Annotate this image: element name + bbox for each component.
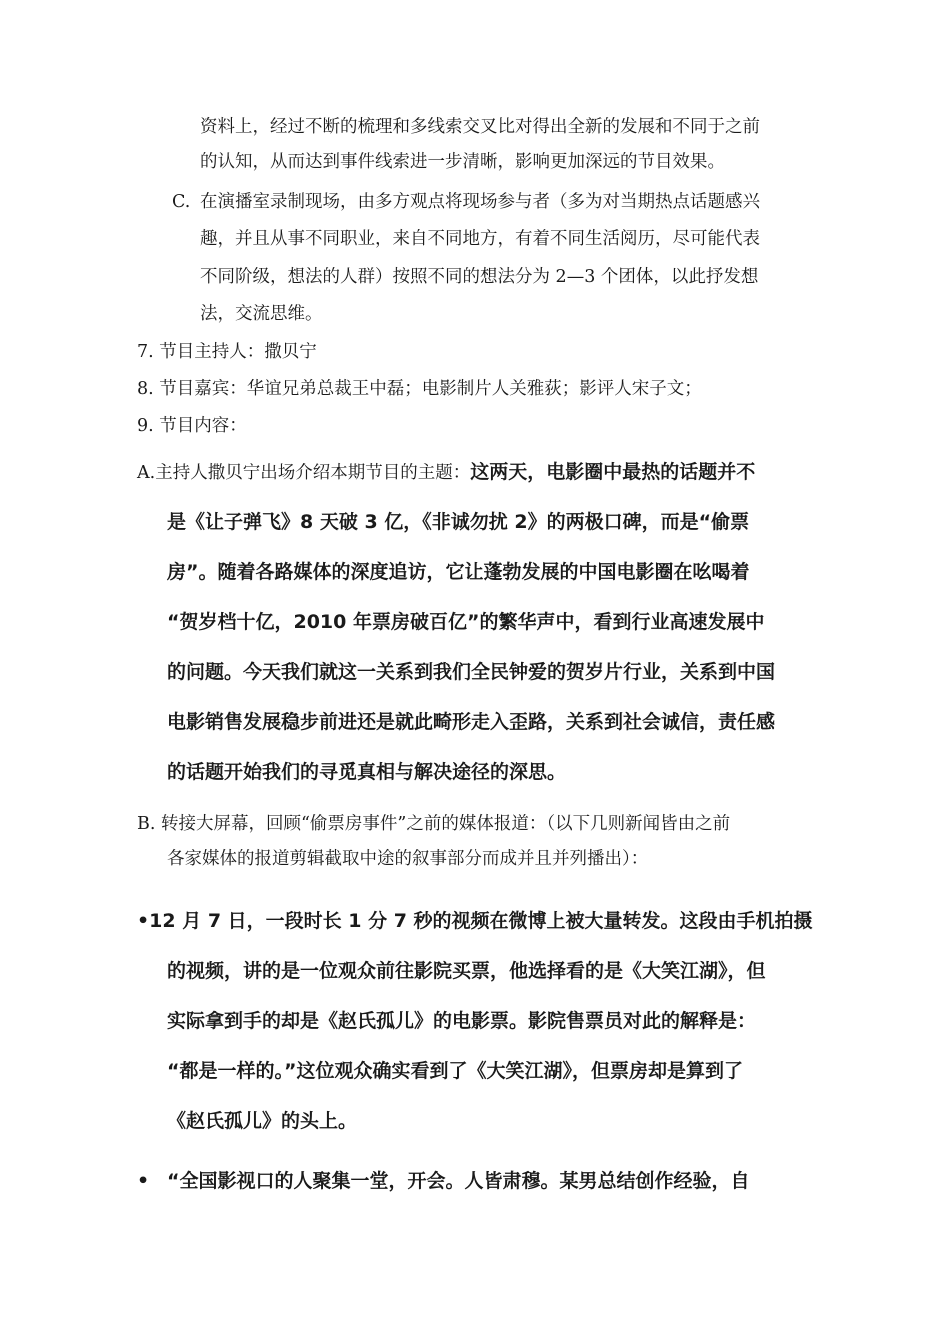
item-c-line: 法，交流思维。 [200, 304, 323, 324]
section-a-line: 是《让子弹飞》8 天破 3 亿，《非诚勿扰 2》的两极口碑，而是“偷票 [167, 511, 750, 533]
section-b-line: 各家媒体的报道剪辑截取中途的叙事部分而成并且并列播出）： [167, 849, 649, 869]
news-bullet-marker: • [137, 1170, 150, 1192]
news-bullet-line: “都是一样的。”这位观众确实看到了《大笑江湖》，但票房却是算到了 [167, 1060, 743, 1082]
item-c-marker: C. [172, 192, 191, 212]
news-bullet-line: •12 月 7 日，一段时长 1 分 7 秒的视频在微博上被大量转发。这段由手机拍摄 [137, 910, 813, 932]
section-a-line: 的话题开始我们的寻觅真相与解决途径的深思。 [167, 761, 567, 783]
item-8-guests: 8. 节目嘉宾：华谊兄弟总裁王中磊；电影制片人关雅荻；影评人宋子文； [137, 379, 702, 399]
section-a-topic: 这两天，电影圈中最热的话题并不 [470, 461, 756, 483]
item-c-line: 不同阶级，想法的人群）按照不同的想法分为 2—3 个团体，以此抒发想 [200, 267, 759, 287]
item-c-line: 在演播室录制现场，由多方观点将现场参与者（多为对当期热点话题感兴 [200, 192, 760, 212]
news-bullet-line: 的视频，讲的是一位观众前往影院买票，他选择看的是《大笑江湖》，但 [167, 960, 766, 982]
section-a-line: 电影销售发展稳步前进还是就此畸形走入歪路，关系到社会诚信，责任感 [167, 711, 776, 733]
section-a-lead: A.主持人撒贝宁出场介绍本期节目的主题： [137, 463, 471, 483]
section-a-line: 房”。随着各路媒体的深度追访，它让蓬勃发展的中国电影圈在吆喝着 [167, 561, 750, 583]
item-c-line: 趣，并且从事不同职业，来自不同地方，有着不同生活阅历，尽可能代表 [200, 229, 760, 249]
item-7-host: 7. 节目主持人：撒贝宁 [137, 342, 317, 362]
news-bullet-line: 《赵氏孤儿》的头上。 [167, 1110, 358, 1132]
section-b-line: B. 转接大屏幕，回顾“偷票房事件”之前的媒体报道：（以下几则新闻皆由之前 [137, 814, 731, 834]
item-9-content: 9. 节目内容： [137, 416, 247, 436]
news-bullet-line: 实际拿到手的却是《赵氏孤儿》的电影票。影院售票员对此的解释是： [167, 1010, 757, 1032]
item-b-continuation-line: 的认知，从而达到事件线索进一步清晰，影响更加深远的节目效果。 [200, 152, 725, 172]
section-a-first-line [137, 463, 755, 483]
section-a-line: “贺岁档十亿，2010 年票房破百亿”的繁华声中，看到行业高速发展中 [167, 611, 765, 633]
section-a-line: 的问题。今天我们就这一关系到我们全民钟爱的贺岁片行业，关系到中国 [167, 661, 776, 683]
item-b-continuation-line: 资料上，经过不断的梳理和多线索交叉比对得出全新的发展和不同于之前 [200, 117, 760, 137]
news-bullet-line: “全国影视口的人聚集一堂，开会。人皆肃穆。某男总结创作经验，自 [167, 1170, 750, 1192]
